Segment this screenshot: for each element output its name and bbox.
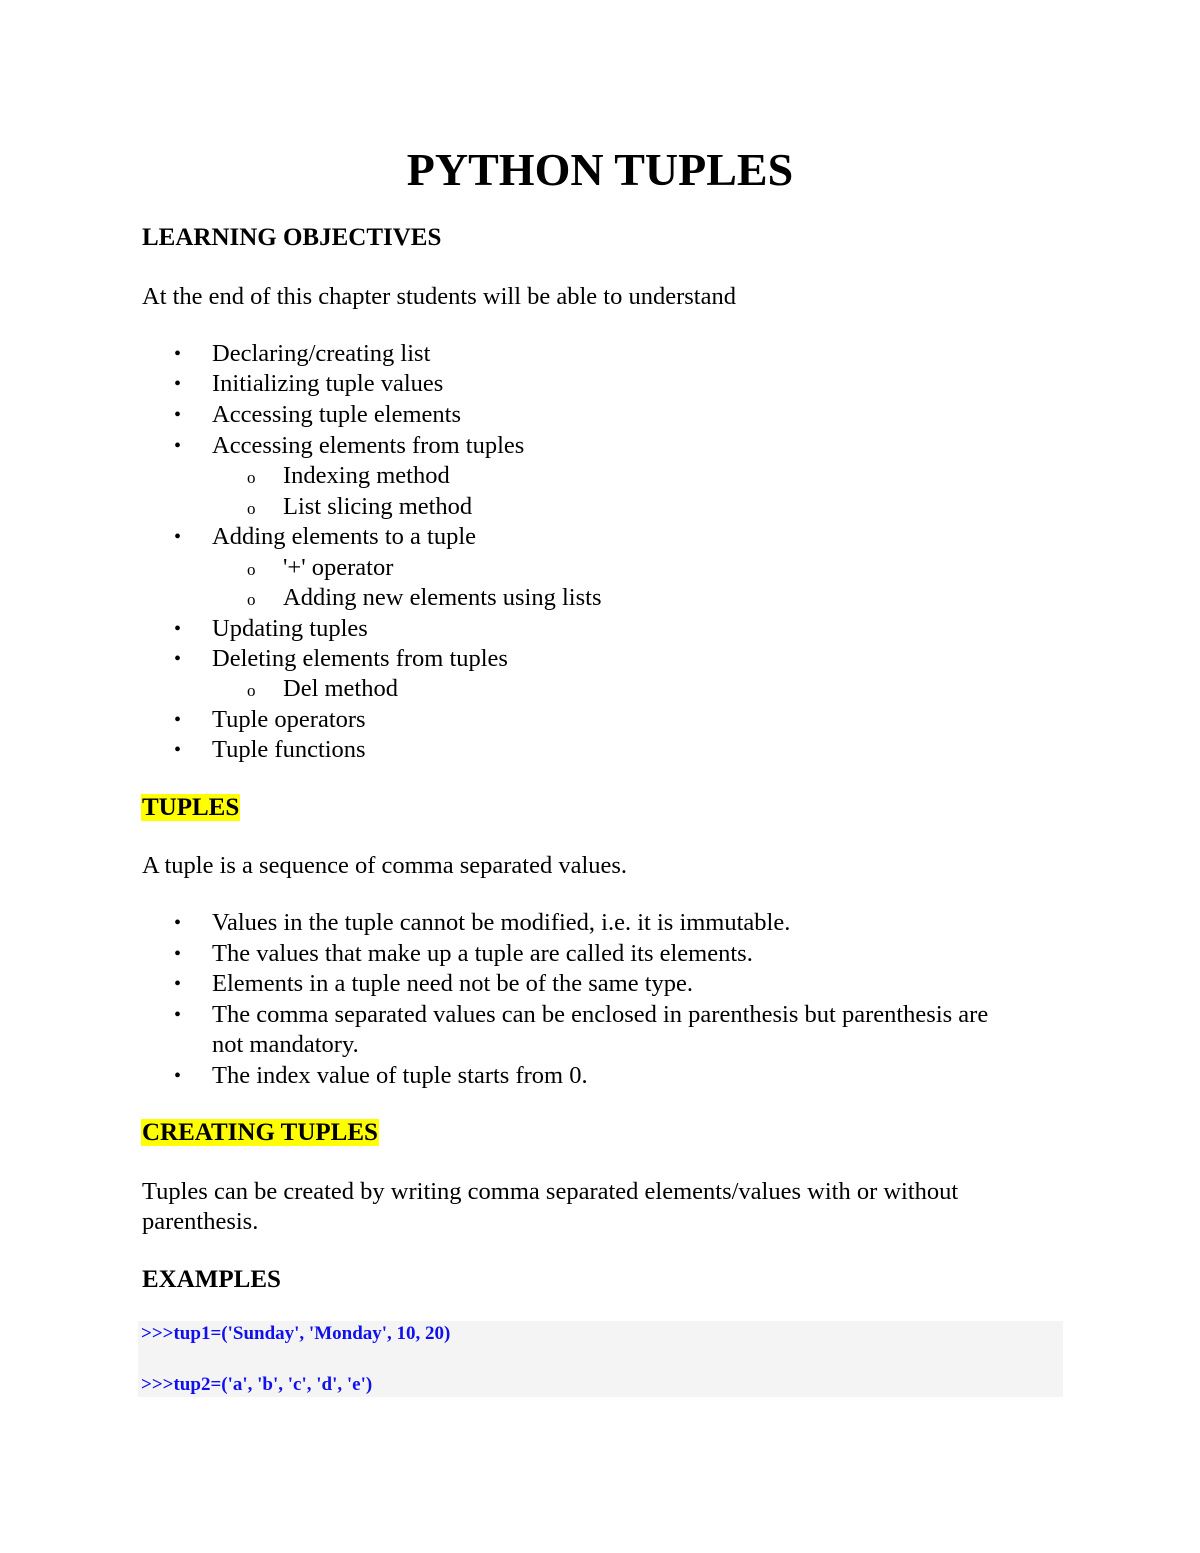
list-item: • Updating tuples (212, 614, 368, 644)
page-title: PYTHON TUPLES (406, 144, 794, 195)
list-item: • The index value of tuple starts from 0. (212, 1061, 588, 1091)
creating-text-line1: Tuples can be created by writing comma separated elements/values with or without (142, 1178, 959, 1205)
code-line: >>>tup1=('Sunday', 'Monday', 10, 20) (141, 1323, 451, 1344)
sub-list-item: o Indexing method (283, 461, 450, 491)
tuples-intro: A tuple is a sequence of comma separated values. (142, 852, 628, 879)
creating-text-line2: parenthesis. (142, 1208, 259, 1235)
tuples-heading: TUPLES (142, 794, 240, 821)
sub-list-item: o List slicing method (283, 492, 472, 522)
list-item: • Tuple operators (212, 705, 366, 735)
list-item: • Adding elements to a tuple (212, 522, 476, 552)
list-item: • Accessing elements from tuples (212, 431, 524, 461)
list-item: • Values in the tuple cannot be modified, i.e. it is immutable. (212, 908, 790, 938)
list-item: • Elements in a tuple need not be of the same type. (212, 969, 693, 999)
list-item: • Deleting elements from tuples (212, 644, 508, 674)
objectives-intro: At the end of this chapter students will be able to understand (142, 283, 736, 310)
learning-objectives-heading: LEARNING OBJECTIVES (142, 224, 442, 251)
sub-list-item: o Del method (283, 674, 398, 704)
code-line: >>>tup2=('a', 'b', 'c', 'd', 'e') (141, 1374, 373, 1395)
sub-list-item: o '+' operator (283, 553, 393, 583)
list-item: • The comma separated values can be enclosed in parenthesis but parenthesis are (212, 1000, 988, 1030)
list-item: • Declaring/creating list (212, 339, 430, 369)
list-item-continuation: not mandatory. (212, 1031, 359, 1058)
list-item: • Accessing tuple elements (212, 400, 461, 430)
list-item: • Initializing tuple values (212, 369, 443, 399)
sub-list-item: o Adding new elements using lists (283, 583, 601, 613)
list-item: • The values that make up a tuple are called its elements. (212, 939, 753, 969)
examples-heading: EXAMPLES (142, 1266, 281, 1293)
creating-tuples-heading: CREATING TUPLES (142, 1119, 378, 1146)
list-item: • Tuple functions (212, 735, 366, 765)
